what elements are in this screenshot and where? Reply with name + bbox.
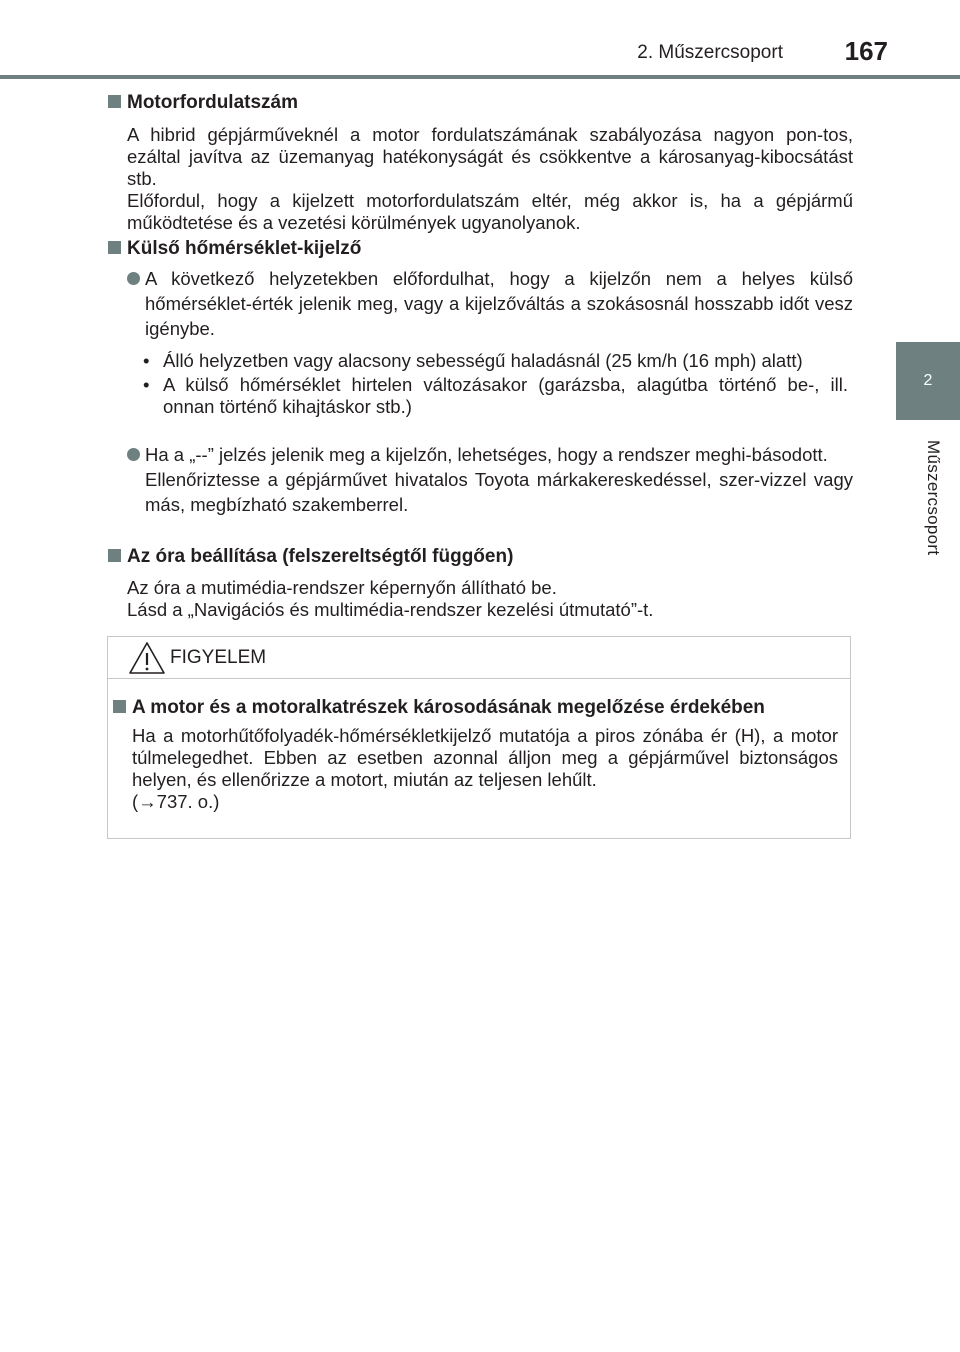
- list-item-text: Álló helyzetben vagy alacsony sebességű haladásnál (25 km/h (16 mph) alatt): [163, 350, 803, 371]
- warning-box: [107, 636, 851, 839]
- section-heading-clock: [108, 546, 513, 568]
- page-number: 167: [844, 36, 888, 66]
- circle-bullet-icon: [127, 272, 140, 285]
- warning-body: [132, 725, 838, 813]
- section-heading-rpm: [108, 92, 298, 114]
- section-title: Külső hőmérséklet-kijelző: [127, 238, 362, 259]
- section-heading-outside-temp: [108, 238, 361, 260]
- chapter-tab: 2: [896, 342, 960, 420]
- paragraph: Az óra a mutimédia-rendszer képernyőn állítható be.: [127, 577, 557, 598]
- point-text: Ellenőriztesse a gépjárművet hivatalos Toyota márkakereskedéssel, szer-vizzel vagy más, megbízható szakemberrel.: [145, 469, 853, 515]
- outside-temp-sub-list: [143, 350, 848, 420]
- list-item-text: A külső hőmérséklet hirtelen változásakor (garázsba, alagútba történő be-, ill. onnan történő kihajtáskor stb.): [163, 374, 848, 417]
- header-rule: [0, 75, 960, 79]
- square-bullet-icon: [113, 700, 126, 713]
- paragraph: Lásd a „Navigációs és multimédia-rendszer kezelési útmutató”-t.: [127, 599, 654, 620]
- bullet-icon: •: [143, 374, 150, 395]
- warning-heading-text: A motor és a motoralkatrészek károsodásának megelőzése érdekében: [132, 697, 765, 718]
- paragraph: Ha a motorhűtőfolyadék-hőmérsékletkijelző mutatója a piros zónába ér (H), a motor túlmelegedhet. Ebben az esetben azonnal álljon meg a gépjárművel biztonságos helyen, és ellenőrizze a motort, miután az teljesen lehűlt.: [132, 725, 838, 790]
- list-item: [143, 350, 848, 372]
- point-text: Ha a „--” jelzés jelenik meg a kijelzőn, lehetséges, hogy a rendszer meghi-básodott.: [145, 444, 828, 465]
- square-bullet-icon: [108, 549, 121, 562]
- outside-temp-point-1: [127, 266, 853, 341]
- circle-bullet-icon: [127, 448, 140, 461]
- clock-body: [127, 577, 853, 621]
- rpm-body: [127, 124, 853, 234]
- chapter-tab-label: Műszercsoport: [924, 440, 943, 556]
- chapter-title: 2. Műszercsoport: [637, 42, 783, 63]
- section-title: Az óra beállítása (felszereltségtől függően): [127, 546, 514, 567]
- warning-triangle-icon: [128, 641, 166, 675]
- square-bullet-icon: [108, 241, 121, 254]
- section-title: Motorfordulatszám: [127, 92, 298, 113]
- list-item: [143, 374, 848, 418]
- bullet-icon: •: [143, 350, 150, 371]
- divider: [108, 678, 850, 679]
- page-reference: (→737. o.): [132, 791, 220, 812]
- point-text: A következő helyzetekben előfordulhat, hogy a kijelzőn nem a helyes külső hőmérséklet-érték jelenik meg, vagy a kijelzőváltás a szokásosnál hosszabb időt vesz igénybe.: [145, 268, 853, 339]
- paragraph: Előfordul, hogy a kijelzett motorfordulatszám eltér, még akkor is, ha a gépjármű működtetése és a vezetési körülmények ugyanolyanok.: [127, 190, 853, 233]
- square-bullet-icon: [108, 95, 121, 108]
- warning-title: FIGYELEM: [170, 647, 267, 668]
- outside-temp-point-2: [127, 442, 853, 517]
- paragraph: A hibrid gépjárműveknél a motor fordulatszámának szabályozása nagyon pon-tos, ezáltal javítva az üzemanyag hatékonyságát és csökkentve a károsanyag-kibocsátást stb.: [127, 124, 853, 189]
- warning-heading: [113, 697, 765, 719]
